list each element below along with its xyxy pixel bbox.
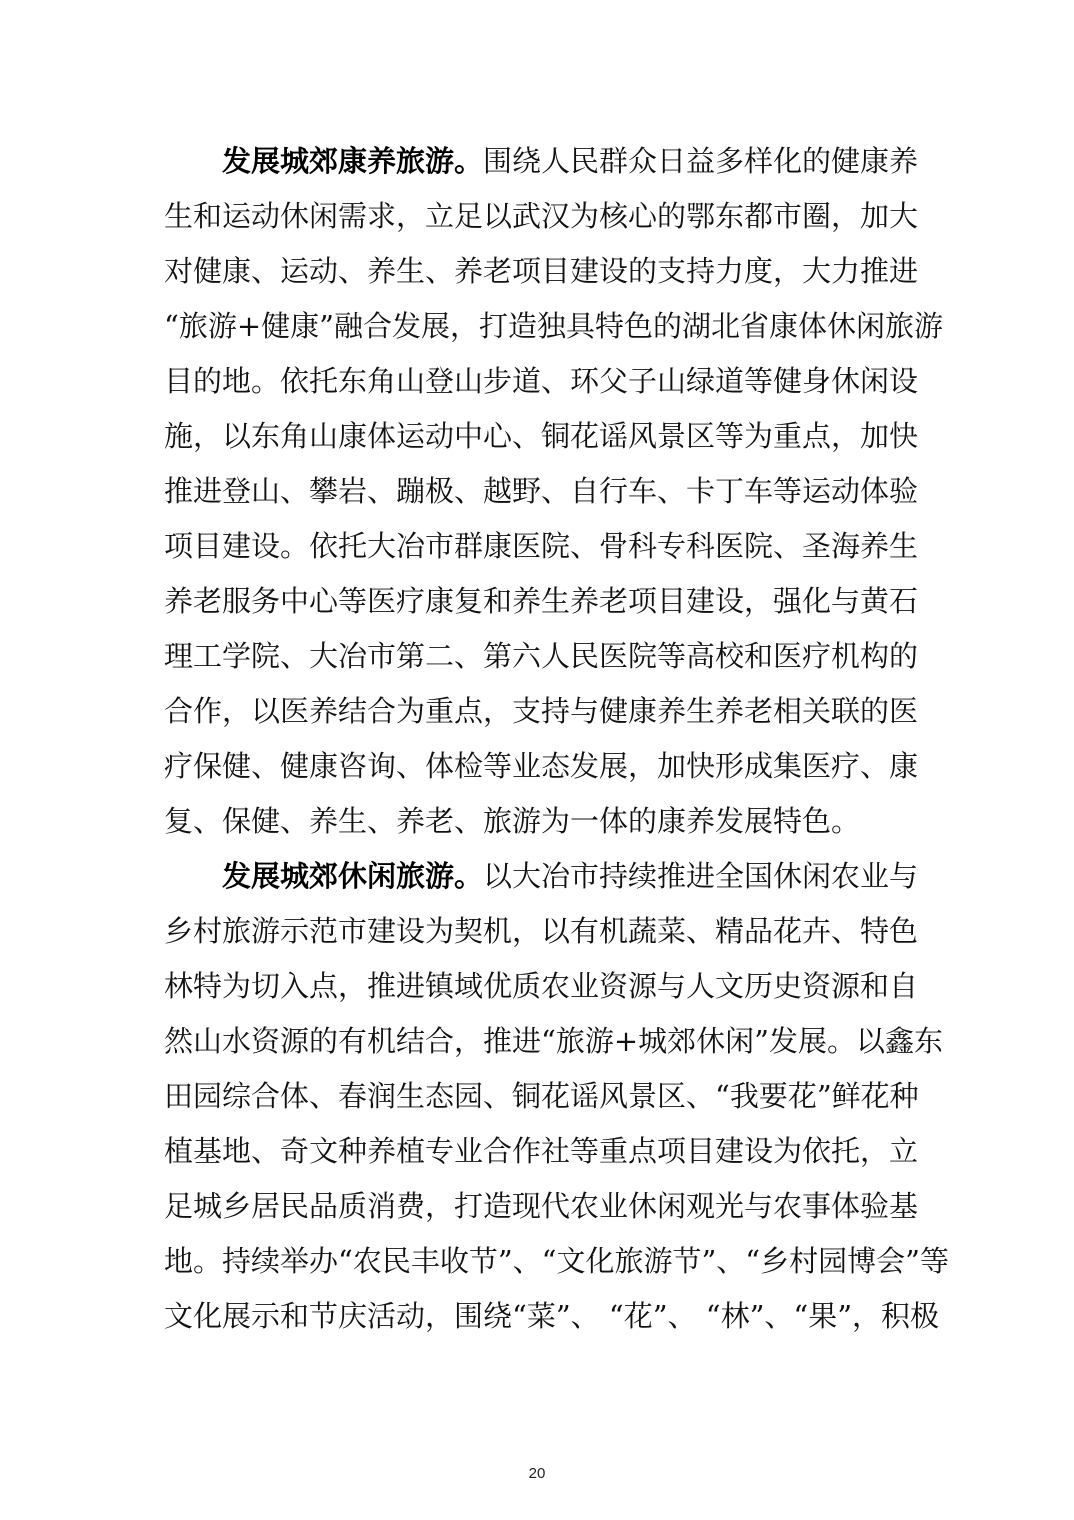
paragraph-2-line-2: 乡村旅游示范市建设为契机，以有机蔬菜、精品花卉、特色 — [164, 914, 919, 948]
paragraph-2-line-1 — [164, 849, 919, 904]
paragraph-1-line-5: 目的地。依托东角山登山步道、环父子山绿道等健身休闲设 — [164, 364, 919, 398]
paragraph-1-line-13: 复、保健、养生、养老、旅游为一体的康养发展特色。 — [164, 804, 861, 838]
paragraph-2-line-7: 足城乡居民品质消费，打造现代农业休闲观光与农事体验基 — [164, 1189, 919, 1223]
paragraph-1-line-8: 项目建设。依托大冶市群康医院、骨科专科医院、圣海养生 — [164, 529, 919, 563]
paragraph-1-line-7: 推进登山、攀岩、蹦极、越野、自行车、卡丁车等运动体验 — [164, 474, 919, 508]
paragraph-1-heading: 发展城郊康养旅游。 — [222, 144, 484, 178]
paragraph-1-line-9: 养老服务中心等医疗康复和养生养老项目建设，强化与黄石 — [164, 584, 919, 618]
paragraph-2-line-3: 林特为切入点，推进镇域优质农业资源与人文历史资源和自 — [164, 969, 919, 1003]
paragraph-2-text: 以大冶市持续推进全国休闲农业与 — [483, 859, 919, 893]
paragraph-2-line-8: 地。持续举办“农民丰收节”、“文化旅游节”、“乡村园博会”等 — [164, 1244, 949, 1278]
paragraph-1-line-6: 施，以东角山康体运动中心、铜花谣风景区等为重点，加快 — [164, 419, 919, 453]
page-number: 20 — [528, 1465, 546, 1482]
paragraph-1-text: 围绕人民群众日益多样化的健康养 — [483, 144, 919, 178]
paragraph-2-heading: 发展城郊休闲旅游。 — [222, 859, 484, 893]
body-text — [164, 134, 949, 1344]
paragraph-1-line-1 — [164, 134, 919, 189]
paragraph-1-line-10: 理工学院、大冶市第二、第六人民医院等高校和医疗机构的 — [164, 639, 919, 673]
paragraph-2-line-4: 然山水资源的有机结合，推进“旅游+城郊休闲”发展。以鑫东 — [164, 1024, 943, 1058]
paragraph-1-line-4: “旅游+健康”融合发展，打造独具特色的湖北省康体休闲旅游 — [164, 309, 943, 343]
paragraph-1-line-2: 生和运动休闲需求，立足以武汉为核心的鄂东都市圈，加大 — [164, 199, 919, 233]
paragraph-1-line-11: 合作，以医养结合为重点，支持与健康养生养老相关联的医 — [164, 694, 919, 728]
paragraph-1-line-3: 对健康、运动、养生、养老项目建设的支持力度，大力推进 — [164, 254, 919, 288]
paragraph-2-line-5: 田园综合体、春润生态园、铜花谣风景区、“我要花”鲜花种 — [164, 1079, 919, 1113]
paragraph-2-line-9: 文化展示和节庆活动，围绕“菜”、 “花”、 “林”、“果”，积极 — [164, 1299, 940, 1333]
paragraph-1-line-12: 疗保健、健康咨询、体检等业态发展，加快形成集医疗、康 — [164, 749, 919, 783]
paragraph-2-line-6: 植基地、奇文种养植专业合作社等重点项目建设为依托，立 — [164, 1134, 919, 1168]
